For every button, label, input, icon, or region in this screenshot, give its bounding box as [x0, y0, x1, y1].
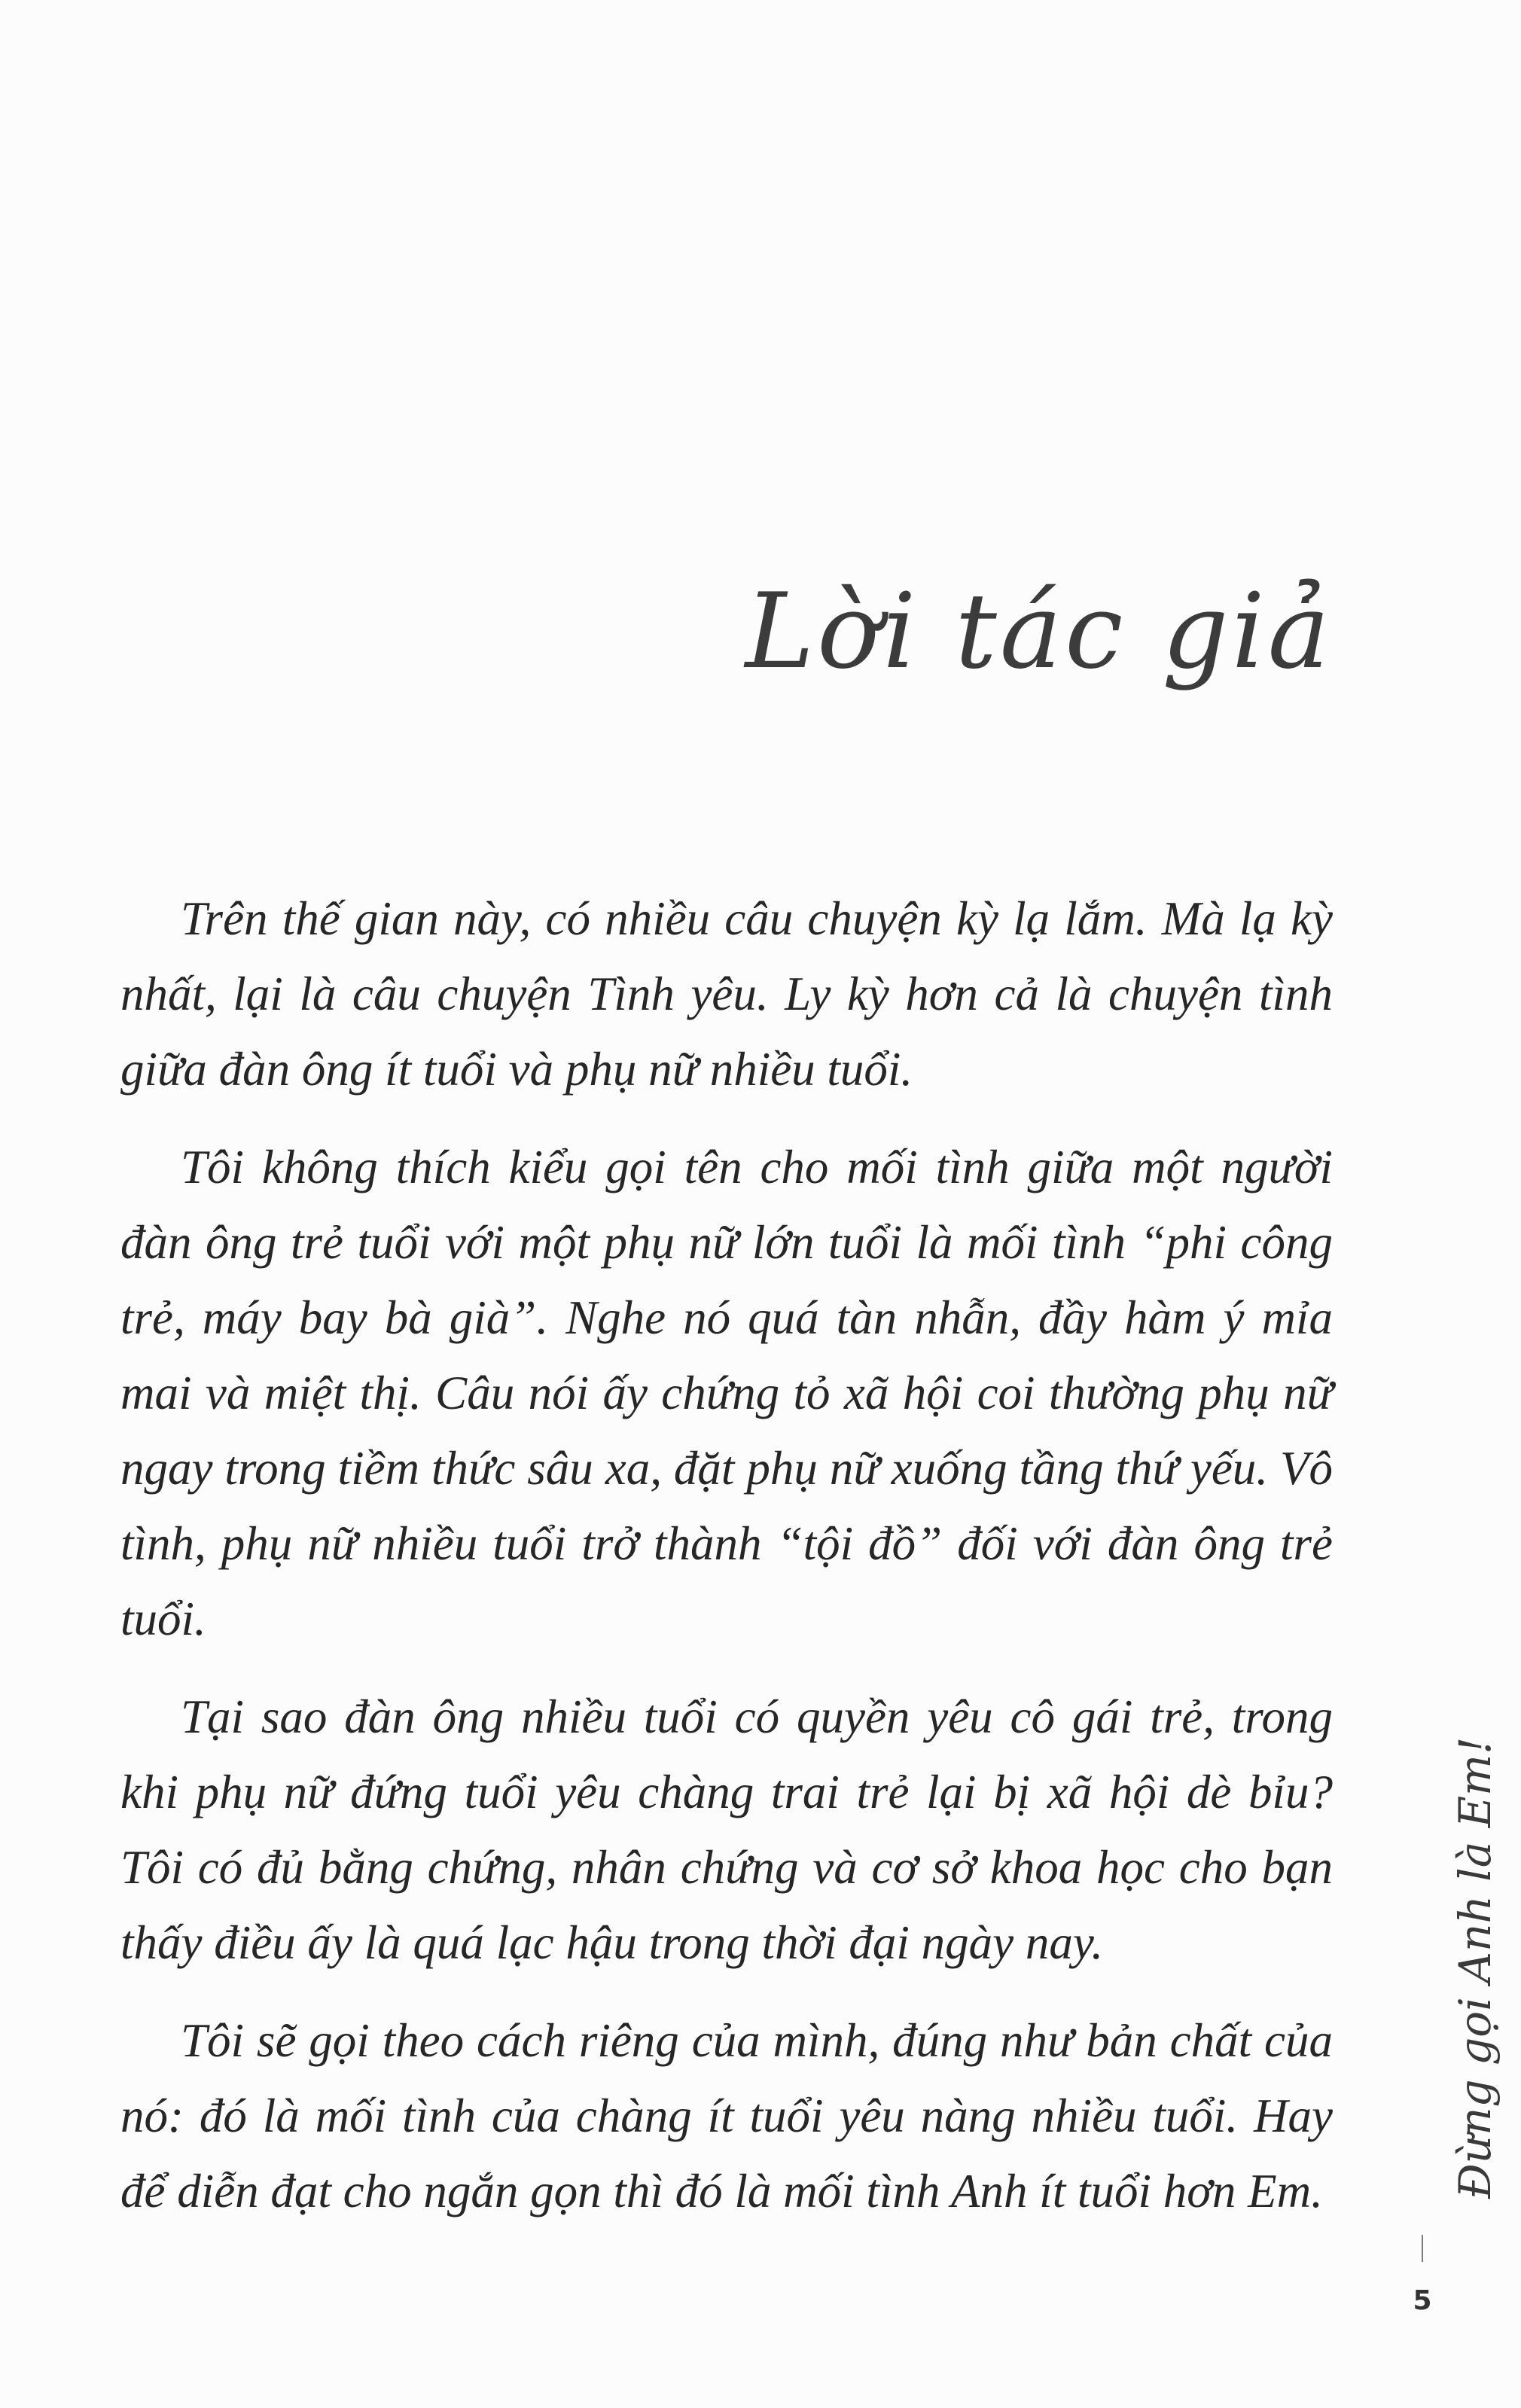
paragraph: Tại sao đàn ông nhiều tuổi có quyền yêu cô gái trẻ, trong khi phụ nữ đứng tuổi yêu chàng trai trẻ lại bị xã hội dè bỉu? Tôi có đủ bằng chứng, nhân chứng và cơ sở khoa học cho bạn thấy điều ấy là quá lạc hậu trong thời đại ngày nay. [120, 1690, 1333, 1969]
running-title-divider [1422, 2235, 1423, 2262]
running-title: Đừng gọi Anh là Em! [1449, 1736, 1501, 2199]
paragraph: Trên thế gian này, có nhiều câu chuyện kỳ lạ lắm. Mà lạ kỳ nhất, lại là câu chuyện Tình yêu. Ly kỳ hơn cả là chuyện tình giữa đàn ông ít tuổi và phụ nữ nhiều tuổi. [120, 892, 1333, 1096]
body-text [120, 881, 1333, 2251]
page-number: 5 [1413, 2285, 1432, 2316]
paragraph: Tôi sẽ gọi theo cách riêng của mình, đúng như bản chất của nó: đó là mối tình của chàng ít tuổi yêu nàng nhiều tuổi. Hay để diễn đạt cho ngắn gọn thì đó là mối tình Anh ít tuổi hơn Em. [120, 2014, 1333, 2217]
chapter-title: Lời tác giả [745, 571, 1333, 692]
paragraph: Tôi không thích kiểu gọi tên cho mối tình giữa một người đàn ông trẻ tuổi với một phụ nữ lớn tuổi là mối tình “phi công trẻ, máy bay bà già”. Nghe nó quá tàn nhẫn, đầy hàm ý mỉa mai và miệt thị. Câu nói ấy chứng tỏ xã hội coi thường phụ nữ ngay trong tiềm thức sâu xa, đặt phụ nữ xuống tầng thứ yếu. Vô tình, phụ nữ nhiều tuổi trở thành “tội đồ” đối với đàn ông trẻ tuổi. [120, 1141, 1333, 1645]
